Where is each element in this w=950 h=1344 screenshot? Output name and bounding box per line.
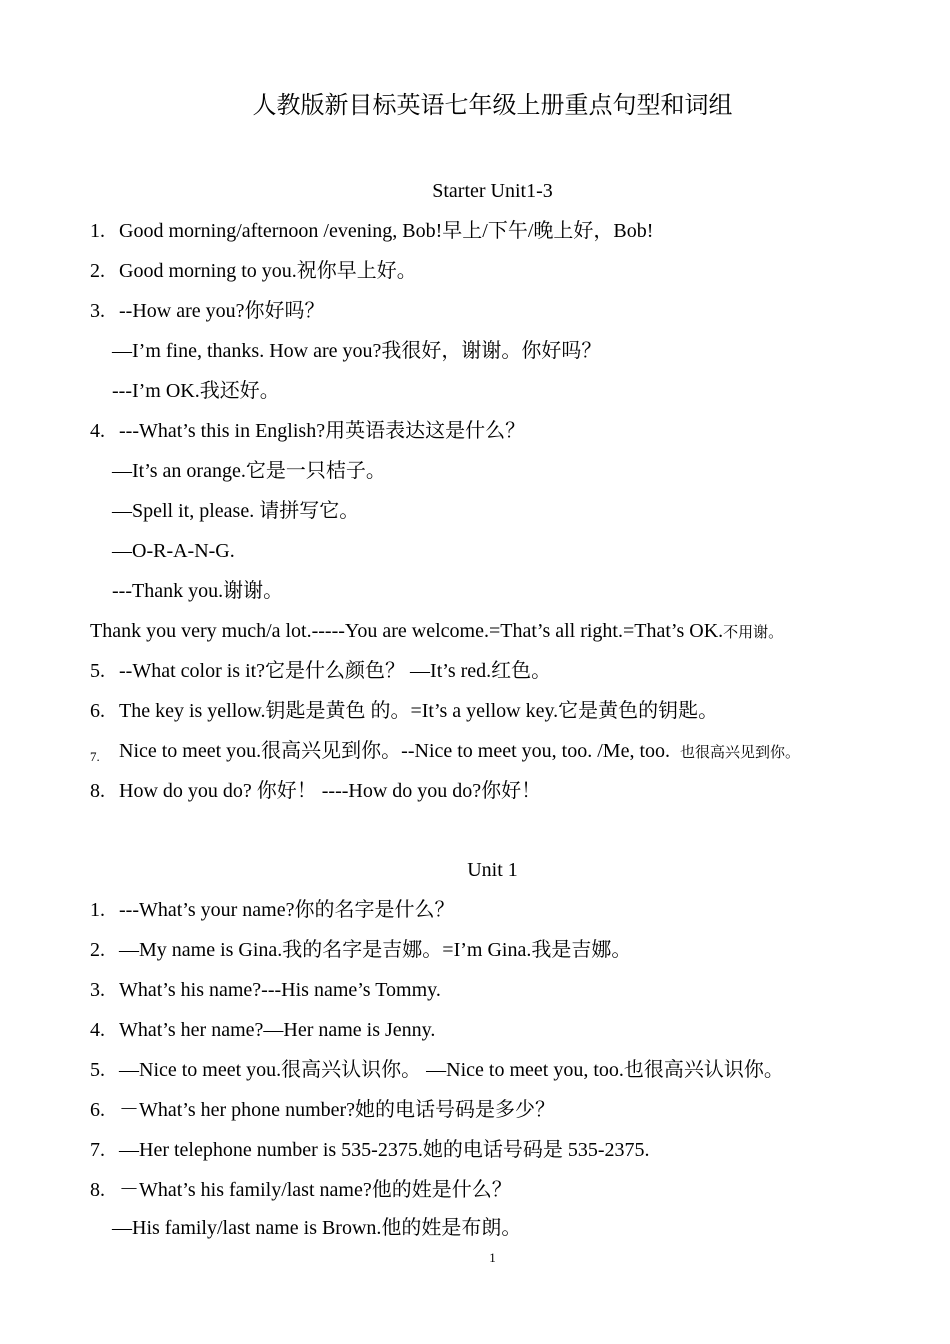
sentence-line: —My name is Gina.我的名字是吉娜。=I’m Gina.我是吉娜。 xyxy=(119,939,632,961)
sentence-line: --What color is it?它是什么颜色？ —It’s red.红色。 xyxy=(119,660,552,682)
sentence-line: ---What’s this in English?用英语表达这是什么？ xyxy=(119,420,526,442)
section-heading-unit1: Unit 1 xyxy=(467,859,518,881)
sentence-line: —Spell it, please. 请拼写它。 xyxy=(112,500,360,522)
sentence-text: Thank you very much/a lot.-----You are welcome.=That’s all right.=That’s OK. xyxy=(90,620,724,642)
sentence-line xyxy=(90,618,783,646)
sentence-line: —O-R-A-N-G. xyxy=(112,540,235,562)
item-number: 4. xyxy=(90,420,105,442)
sentence-line: How do you do? 你好！ ----How do you do?你好！ xyxy=(119,780,542,802)
sentence-line: What’s her name?—Her name is Jenny. xyxy=(119,1019,436,1041)
sentence-small-text: 也很高兴见到你。 xyxy=(680,745,801,761)
item-number: 1. xyxy=(90,899,105,921)
sentence-line: —His family/last name is Brown.他的姓是布朗。 xyxy=(112,1217,522,1239)
item-number: 2. xyxy=(90,939,105,961)
sentence-small-text: 不用谢。 xyxy=(723,625,784,641)
page-number: 1 xyxy=(489,1250,496,1265)
sentence-line: －What’s her phone number?她的电话号码是多少？ xyxy=(119,1099,556,1121)
sentence-line: The key is yellow.钥匙是黄色 的。=It’s a yellow key.它是黄色的钥匙。 xyxy=(119,700,719,722)
sentence-line: —It’s an orange.它是一只桔子。 xyxy=(112,460,386,482)
sentence-line: Good morning to you.祝你早上好。 xyxy=(119,260,417,282)
item-number: 4. xyxy=(90,1019,105,1041)
item-number: 3. xyxy=(90,979,105,1001)
section-heading-starter: Starter Unit1-3 xyxy=(432,180,553,202)
sentence-line: ---I’m OK.我还好。 xyxy=(112,380,280,402)
sentence-line xyxy=(119,738,800,766)
item-number: 7. xyxy=(90,749,100,764)
sentence-line: --How are you?你好吗？ xyxy=(119,300,325,322)
sentence-line: ---Thank you.谢谢。 xyxy=(112,580,284,602)
sentence-line: —Her telephone number is 535-2375.她的电话号码是 535-2375. xyxy=(119,1139,650,1161)
item-number: 5. xyxy=(90,1059,105,1081)
sentence-line: －What’s his family/last name?他的姓是什么？ xyxy=(119,1179,512,1201)
item-number: 3. xyxy=(90,300,105,322)
item-number: 5. xyxy=(90,660,105,682)
item-number: 2. xyxy=(90,260,105,282)
item-number: 6. xyxy=(90,1099,105,1121)
sentence-text: Nice to meet you.很高兴见到你。--Nice to meet you, too. /Me, too. xyxy=(119,740,671,762)
item-number: 1. xyxy=(90,220,105,242)
sentence-line: Good morning/afternoon /evening, Bob!早上/下午/晚上好，Bob! xyxy=(119,220,654,242)
item-number: 6. xyxy=(90,700,105,722)
sentence-line: —I’m fine, thanks. How are you?我很好，谢谢。你好吗？ xyxy=(112,340,602,362)
item-number: 8. xyxy=(90,780,105,802)
item-number: 7. xyxy=(90,1139,105,1161)
sentence-line: —Nice to meet you.很高兴认识你。 —Nice to meet you, too.也很高兴认识你。 xyxy=(119,1059,784,1081)
sentence-line: What’s his name?---His name’s Tommy. xyxy=(119,979,441,1001)
sentence-line: ---What’s your name?你的名字是什么？ xyxy=(119,899,455,921)
page-title: 人教版新目标英语七年级上册重点句型和词组 xyxy=(252,93,733,119)
item-number: 8. xyxy=(90,1179,105,1201)
